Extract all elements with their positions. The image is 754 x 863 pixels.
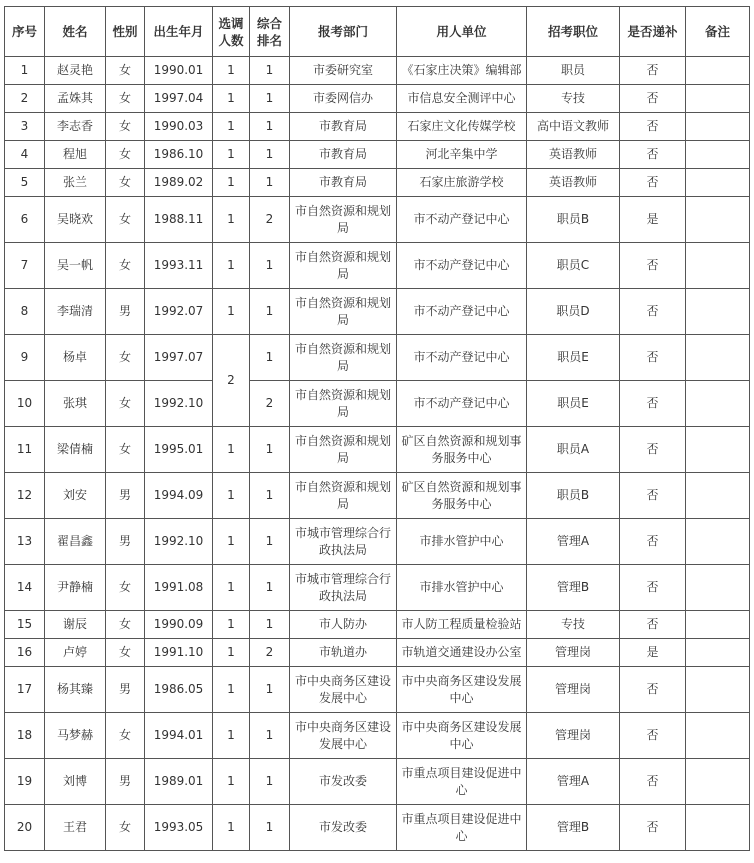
cell-quota: 2 — [213, 335, 250, 427]
cell-rank: 1 — [250, 57, 290, 85]
cell-birth: 1990.03 — [145, 113, 213, 141]
cell-backfill: 否 — [620, 519, 686, 565]
cell-dept: 市自然资源和规划局 — [290, 381, 397, 427]
cell-name: 刘安 — [45, 473, 106, 519]
cell-birth: 1986.05 — [145, 667, 213, 713]
cell-dept: 市教育局 — [290, 169, 397, 197]
cell-position: 管理B — [527, 565, 620, 611]
cell-no: 1 — [5, 57, 45, 85]
cell-unit: 石家庄旅游学校 — [397, 169, 527, 197]
cell-birth: 1989.01 — [145, 759, 213, 805]
cell-gender: 女 — [106, 713, 145, 759]
cell-unit: 《石家庄决策》编辑部 — [397, 57, 527, 85]
col-header-unit: 用人单位 — [397, 7, 527, 57]
cell-position: 职员C — [527, 243, 620, 289]
table-row — [5, 805, 750, 851]
cell-unit: 市中央商务区建设发展中心 — [397, 667, 527, 713]
table-row — [5, 713, 750, 759]
cell-name: 尹静楠 — [45, 565, 106, 611]
cell-dept: 市发改委 — [290, 805, 397, 851]
cell-name: 张兰 — [45, 169, 106, 197]
cell-backfill: 否 — [620, 243, 686, 289]
cell-no: 4 — [5, 141, 45, 169]
cell-backfill: 否 — [620, 169, 686, 197]
cell-remark — [686, 169, 750, 197]
cell-unit: 矿区自然资源和规划事务服务中心 — [397, 427, 527, 473]
cell-position: 管理岗 — [527, 639, 620, 667]
table-row — [5, 519, 750, 565]
table-row — [5, 197, 750, 243]
cell-gender: 男 — [106, 519, 145, 565]
cell-rank: 2 — [250, 381, 290, 427]
cell-quota: 1 — [213, 289, 250, 335]
cell-remark — [686, 243, 750, 289]
cell-remark — [686, 473, 750, 519]
cell-name: 程旭 — [45, 141, 106, 169]
cell-rank: 2 — [250, 197, 290, 243]
cell-gender: 男 — [106, 759, 145, 805]
header-row — [5, 7, 750, 57]
cell-dept: 市城市管理综合行政执法局 — [290, 519, 397, 565]
cell-unit: 市人防工程质量检验站 — [397, 611, 527, 639]
cell-position: 职员E — [527, 335, 620, 381]
cell-no: 19 — [5, 759, 45, 805]
cell-no: 10 — [5, 381, 45, 427]
cell-birth: 1992.10 — [145, 381, 213, 427]
cell-unit: 市排水管护中心 — [397, 519, 527, 565]
col-header-quota: 选调人数 — [213, 7, 250, 57]
cell-dept: 市中央商务区建设发展中心 — [290, 713, 397, 759]
cell-birth: 1997.04 — [145, 85, 213, 113]
cell-rank: 1 — [250, 805, 290, 851]
cell-backfill: 否 — [620, 611, 686, 639]
cell-name: 孟姝其 — [45, 85, 106, 113]
roster-body — [5, 57, 750, 851]
cell-position: 高中语文教师 — [527, 113, 620, 141]
table-row — [5, 335, 750, 381]
cell-unit: 河北辛集中学 — [397, 141, 527, 169]
cell-quota: 1 — [213, 141, 250, 169]
cell-remark — [686, 759, 750, 805]
cell-rank: 1 — [250, 611, 290, 639]
cell-backfill: 否 — [620, 427, 686, 473]
cell-position: 职员 — [527, 57, 620, 85]
cell-quota: 1 — [213, 85, 250, 113]
cell-name: 杨其臻 — [45, 667, 106, 713]
cell-remark — [686, 335, 750, 381]
cell-no: 20 — [5, 805, 45, 851]
cell-gender: 女 — [106, 113, 145, 141]
cell-gender: 女 — [106, 169, 145, 197]
cell-gender: 女 — [106, 335, 145, 381]
cell-position: 职员E — [527, 381, 620, 427]
cell-position: 管理A — [527, 519, 620, 565]
cell-gender: 女 — [106, 427, 145, 473]
cell-rank: 1 — [250, 243, 290, 289]
cell-rank: 1 — [250, 759, 290, 805]
cell-no: 15 — [5, 611, 45, 639]
cell-name: 张琪 — [45, 381, 106, 427]
cell-no: 7 — [5, 243, 45, 289]
cell-gender: 女 — [106, 57, 145, 85]
cell-position: 职员B — [527, 197, 620, 243]
cell-unit: 市重点项目建设促进中心 — [397, 759, 527, 805]
table-row — [5, 639, 750, 667]
cell-remark — [686, 565, 750, 611]
cell-gender: 女 — [106, 565, 145, 611]
cell-position: 专技 — [527, 85, 620, 113]
cell-dept: 市自然资源和规划局 — [290, 473, 397, 519]
cell-remark — [686, 141, 750, 169]
cell-unit: 市中央商务区建设发展中心 — [397, 713, 527, 759]
cell-name: 梁倩楠 — [45, 427, 106, 473]
cell-birth: 1989.02 — [145, 169, 213, 197]
cell-backfill: 是 — [620, 639, 686, 667]
table-row — [5, 57, 750, 85]
cell-quota: 1 — [213, 57, 250, 85]
cell-name: 翟昌鑫 — [45, 519, 106, 565]
cell-rank: 1 — [250, 169, 290, 197]
cell-quota: 1 — [213, 805, 250, 851]
cell-unit: 市不动产登记中心 — [397, 381, 527, 427]
cell-quota: 1 — [213, 565, 250, 611]
cell-unit: 市排水管护中心 — [397, 565, 527, 611]
cell-remark — [686, 113, 750, 141]
cell-rank: 1 — [250, 565, 290, 611]
col-header-backfill: 是否递补 — [620, 7, 686, 57]
cell-no: 9 — [5, 335, 45, 381]
cell-rank: 1 — [250, 85, 290, 113]
cell-rank: 1 — [250, 289, 290, 335]
cell-remark — [686, 381, 750, 427]
table-row — [5, 113, 750, 141]
cell-no: 3 — [5, 113, 45, 141]
cell-name: 吴晓欢 — [45, 197, 106, 243]
cell-backfill: 否 — [620, 289, 686, 335]
cell-birth: 1994.09 — [145, 473, 213, 519]
cell-remark — [686, 611, 750, 639]
cell-quota: 1 — [213, 667, 250, 713]
cell-dept: 市自然资源和规划局 — [290, 427, 397, 473]
cell-unit: 市不动产登记中心 — [397, 243, 527, 289]
table-row — [5, 381, 750, 427]
cell-birth: 1997.07 — [145, 335, 213, 381]
cell-name: 吴一帆 — [45, 243, 106, 289]
cell-dept: 市委研究室 — [290, 57, 397, 85]
cell-remark — [686, 639, 750, 667]
cell-quota: 1 — [213, 169, 250, 197]
cell-position: 管理B — [527, 805, 620, 851]
cell-birth: 1994.01 — [145, 713, 213, 759]
cell-rank: 1 — [250, 519, 290, 565]
cell-quota: 1 — [213, 519, 250, 565]
cell-remark — [686, 289, 750, 335]
table-row — [5, 565, 750, 611]
cell-position: 专技 — [527, 611, 620, 639]
cell-rank: 1 — [250, 141, 290, 169]
cell-no: 16 — [5, 639, 45, 667]
cell-gender: 男 — [106, 473, 145, 519]
table-row — [5, 759, 750, 805]
cell-name: 卢婷 — [45, 639, 106, 667]
cell-backfill: 否 — [620, 85, 686, 113]
roster-table — [4, 6, 750, 851]
cell-birth: 1990.01 — [145, 57, 213, 85]
cell-gender: 女 — [106, 197, 145, 243]
col-header-dept: 报考部门 — [290, 7, 397, 57]
col-header-birth: 出生年月 — [145, 7, 213, 57]
cell-no: 5 — [5, 169, 45, 197]
cell-position: 英语教师 — [527, 169, 620, 197]
col-header-name: 姓名 — [45, 7, 106, 57]
cell-unit: 市不动产登记中心 — [397, 197, 527, 243]
cell-backfill: 否 — [620, 381, 686, 427]
col-header-rank: 综合排名 — [250, 7, 290, 57]
col-header-remark: 备注 — [686, 7, 750, 57]
cell-gender: 男 — [106, 289, 145, 335]
cell-dept: 市自然资源和规划局 — [290, 335, 397, 381]
cell-unit: 矿区自然资源和规划事务服务中心 — [397, 473, 527, 519]
cell-birth: 1990.09 — [145, 611, 213, 639]
cell-unit: 石家庄文化传媒学校 — [397, 113, 527, 141]
cell-gender: 女 — [106, 805, 145, 851]
cell-dept: 市人防办 — [290, 611, 397, 639]
cell-no: 12 — [5, 473, 45, 519]
cell-position: 职员D — [527, 289, 620, 335]
cell-remark — [686, 85, 750, 113]
cell-backfill: 否 — [620, 113, 686, 141]
cell-dept: 市轨道办 — [290, 639, 397, 667]
cell-dept: 市教育局 — [290, 141, 397, 169]
cell-rank: 1 — [250, 427, 290, 473]
cell-no: 11 — [5, 427, 45, 473]
cell-gender: 女 — [106, 639, 145, 667]
cell-remark — [686, 197, 750, 243]
cell-backfill: 否 — [620, 141, 686, 169]
cell-name: 谢辰 — [45, 611, 106, 639]
cell-birth: 1991.08 — [145, 565, 213, 611]
cell-remark — [686, 805, 750, 851]
cell-no: 6 — [5, 197, 45, 243]
cell-remark — [686, 519, 750, 565]
cell-quota: 1 — [213, 243, 250, 289]
table-row — [5, 85, 750, 113]
cell-dept: 市自然资源和规划局 — [290, 289, 397, 335]
cell-position: 管理岗 — [527, 667, 620, 713]
cell-backfill: 否 — [620, 667, 686, 713]
cell-gender: 女 — [106, 85, 145, 113]
cell-unit: 市不动产登记中心 — [397, 289, 527, 335]
cell-rank: 2 — [250, 639, 290, 667]
col-header-position: 招考职位 — [527, 7, 620, 57]
col-header-no: 序号 — [5, 7, 45, 57]
cell-no: 18 — [5, 713, 45, 759]
cell-no: 2 — [5, 85, 45, 113]
cell-position: 管理岗 — [527, 713, 620, 759]
cell-birth: 1995.01 — [145, 427, 213, 473]
cell-dept: 市自然资源和规划局 — [290, 197, 397, 243]
table-row — [5, 611, 750, 639]
cell-name: 杨卓 — [45, 335, 106, 381]
cell-backfill: 是 — [620, 197, 686, 243]
cell-backfill: 否 — [620, 473, 686, 519]
table-row — [5, 141, 750, 169]
cell-no: 17 — [5, 667, 45, 713]
cell-no: 14 — [5, 565, 45, 611]
table-row — [5, 289, 750, 335]
col-header-gender: 性别 — [106, 7, 145, 57]
cell-quota: 1 — [213, 639, 250, 667]
cell-remark — [686, 57, 750, 85]
cell-position: 英语教师 — [527, 141, 620, 169]
cell-name: 赵灵艳 — [45, 57, 106, 85]
cell-position: 职员B — [527, 473, 620, 519]
cell-birth: 1986.10 — [145, 141, 213, 169]
cell-remark — [686, 713, 750, 759]
cell-backfill: 否 — [620, 57, 686, 85]
cell-gender: 女 — [106, 141, 145, 169]
cell-unit: 市轨道交通建设办公室 — [397, 639, 527, 667]
cell-birth: 1993.05 — [145, 805, 213, 851]
cell-dept: 市委网信办 — [290, 85, 397, 113]
cell-name: 李志香 — [45, 113, 106, 141]
cell-backfill: 否 — [620, 713, 686, 759]
cell-dept: 市发改委 — [290, 759, 397, 805]
cell-dept: 市教育局 — [290, 113, 397, 141]
cell-birth: 1992.10 — [145, 519, 213, 565]
cell-rank: 1 — [250, 113, 290, 141]
cell-backfill: 否 — [620, 759, 686, 805]
cell-remark — [686, 667, 750, 713]
cell-no: 13 — [5, 519, 45, 565]
table-row — [5, 667, 750, 713]
cell-rank: 1 — [250, 713, 290, 759]
table-row — [5, 243, 750, 289]
cell-rank: 1 — [250, 335, 290, 381]
cell-birth: 1992.07 — [145, 289, 213, 335]
cell-birth: 1988.11 — [145, 197, 213, 243]
cell-dept: 市中央商务区建设发展中心 — [290, 667, 397, 713]
cell-name: 刘博 — [45, 759, 106, 805]
cell-quota: 1 — [213, 611, 250, 639]
cell-position: 职员A — [527, 427, 620, 473]
cell-dept: 市自然资源和规划局 — [290, 243, 397, 289]
cell-quota: 1 — [213, 197, 250, 243]
cell-position: 管理A — [527, 759, 620, 805]
cell-gender: 女 — [106, 243, 145, 289]
cell-birth: 1991.10 — [145, 639, 213, 667]
cell-unit: 市重点项目建设促进中心 — [397, 805, 527, 851]
cell-name: 李瑞清 — [45, 289, 106, 335]
cell-birth: 1993.11 — [145, 243, 213, 289]
cell-backfill: 否 — [620, 805, 686, 851]
cell-backfill: 否 — [620, 565, 686, 611]
cell-unit: 市信息安全测评中心 — [397, 85, 527, 113]
table-row — [5, 169, 750, 197]
table-row — [5, 427, 750, 473]
cell-gender: 女 — [106, 381, 145, 427]
cell-name: 马梦赫 — [45, 713, 106, 759]
cell-quota: 1 — [213, 427, 250, 473]
table-row — [5, 473, 750, 519]
cell-rank: 1 — [250, 667, 290, 713]
cell-quota: 1 — [213, 113, 250, 141]
cell-quota: 1 — [213, 759, 250, 805]
cell-remark — [686, 427, 750, 473]
cell-unit: 市不动产登记中心 — [397, 335, 527, 381]
cell-no: 8 — [5, 289, 45, 335]
cell-gender: 女 — [106, 611, 145, 639]
cell-quota: 1 — [213, 713, 250, 759]
cell-name: 王君 — [45, 805, 106, 851]
cell-gender: 男 — [106, 667, 145, 713]
cell-rank: 1 — [250, 473, 290, 519]
cell-quota: 1 — [213, 473, 250, 519]
cell-dept: 市城市管理综合行政执法局 — [290, 565, 397, 611]
cell-backfill: 否 — [620, 335, 686, 381]
